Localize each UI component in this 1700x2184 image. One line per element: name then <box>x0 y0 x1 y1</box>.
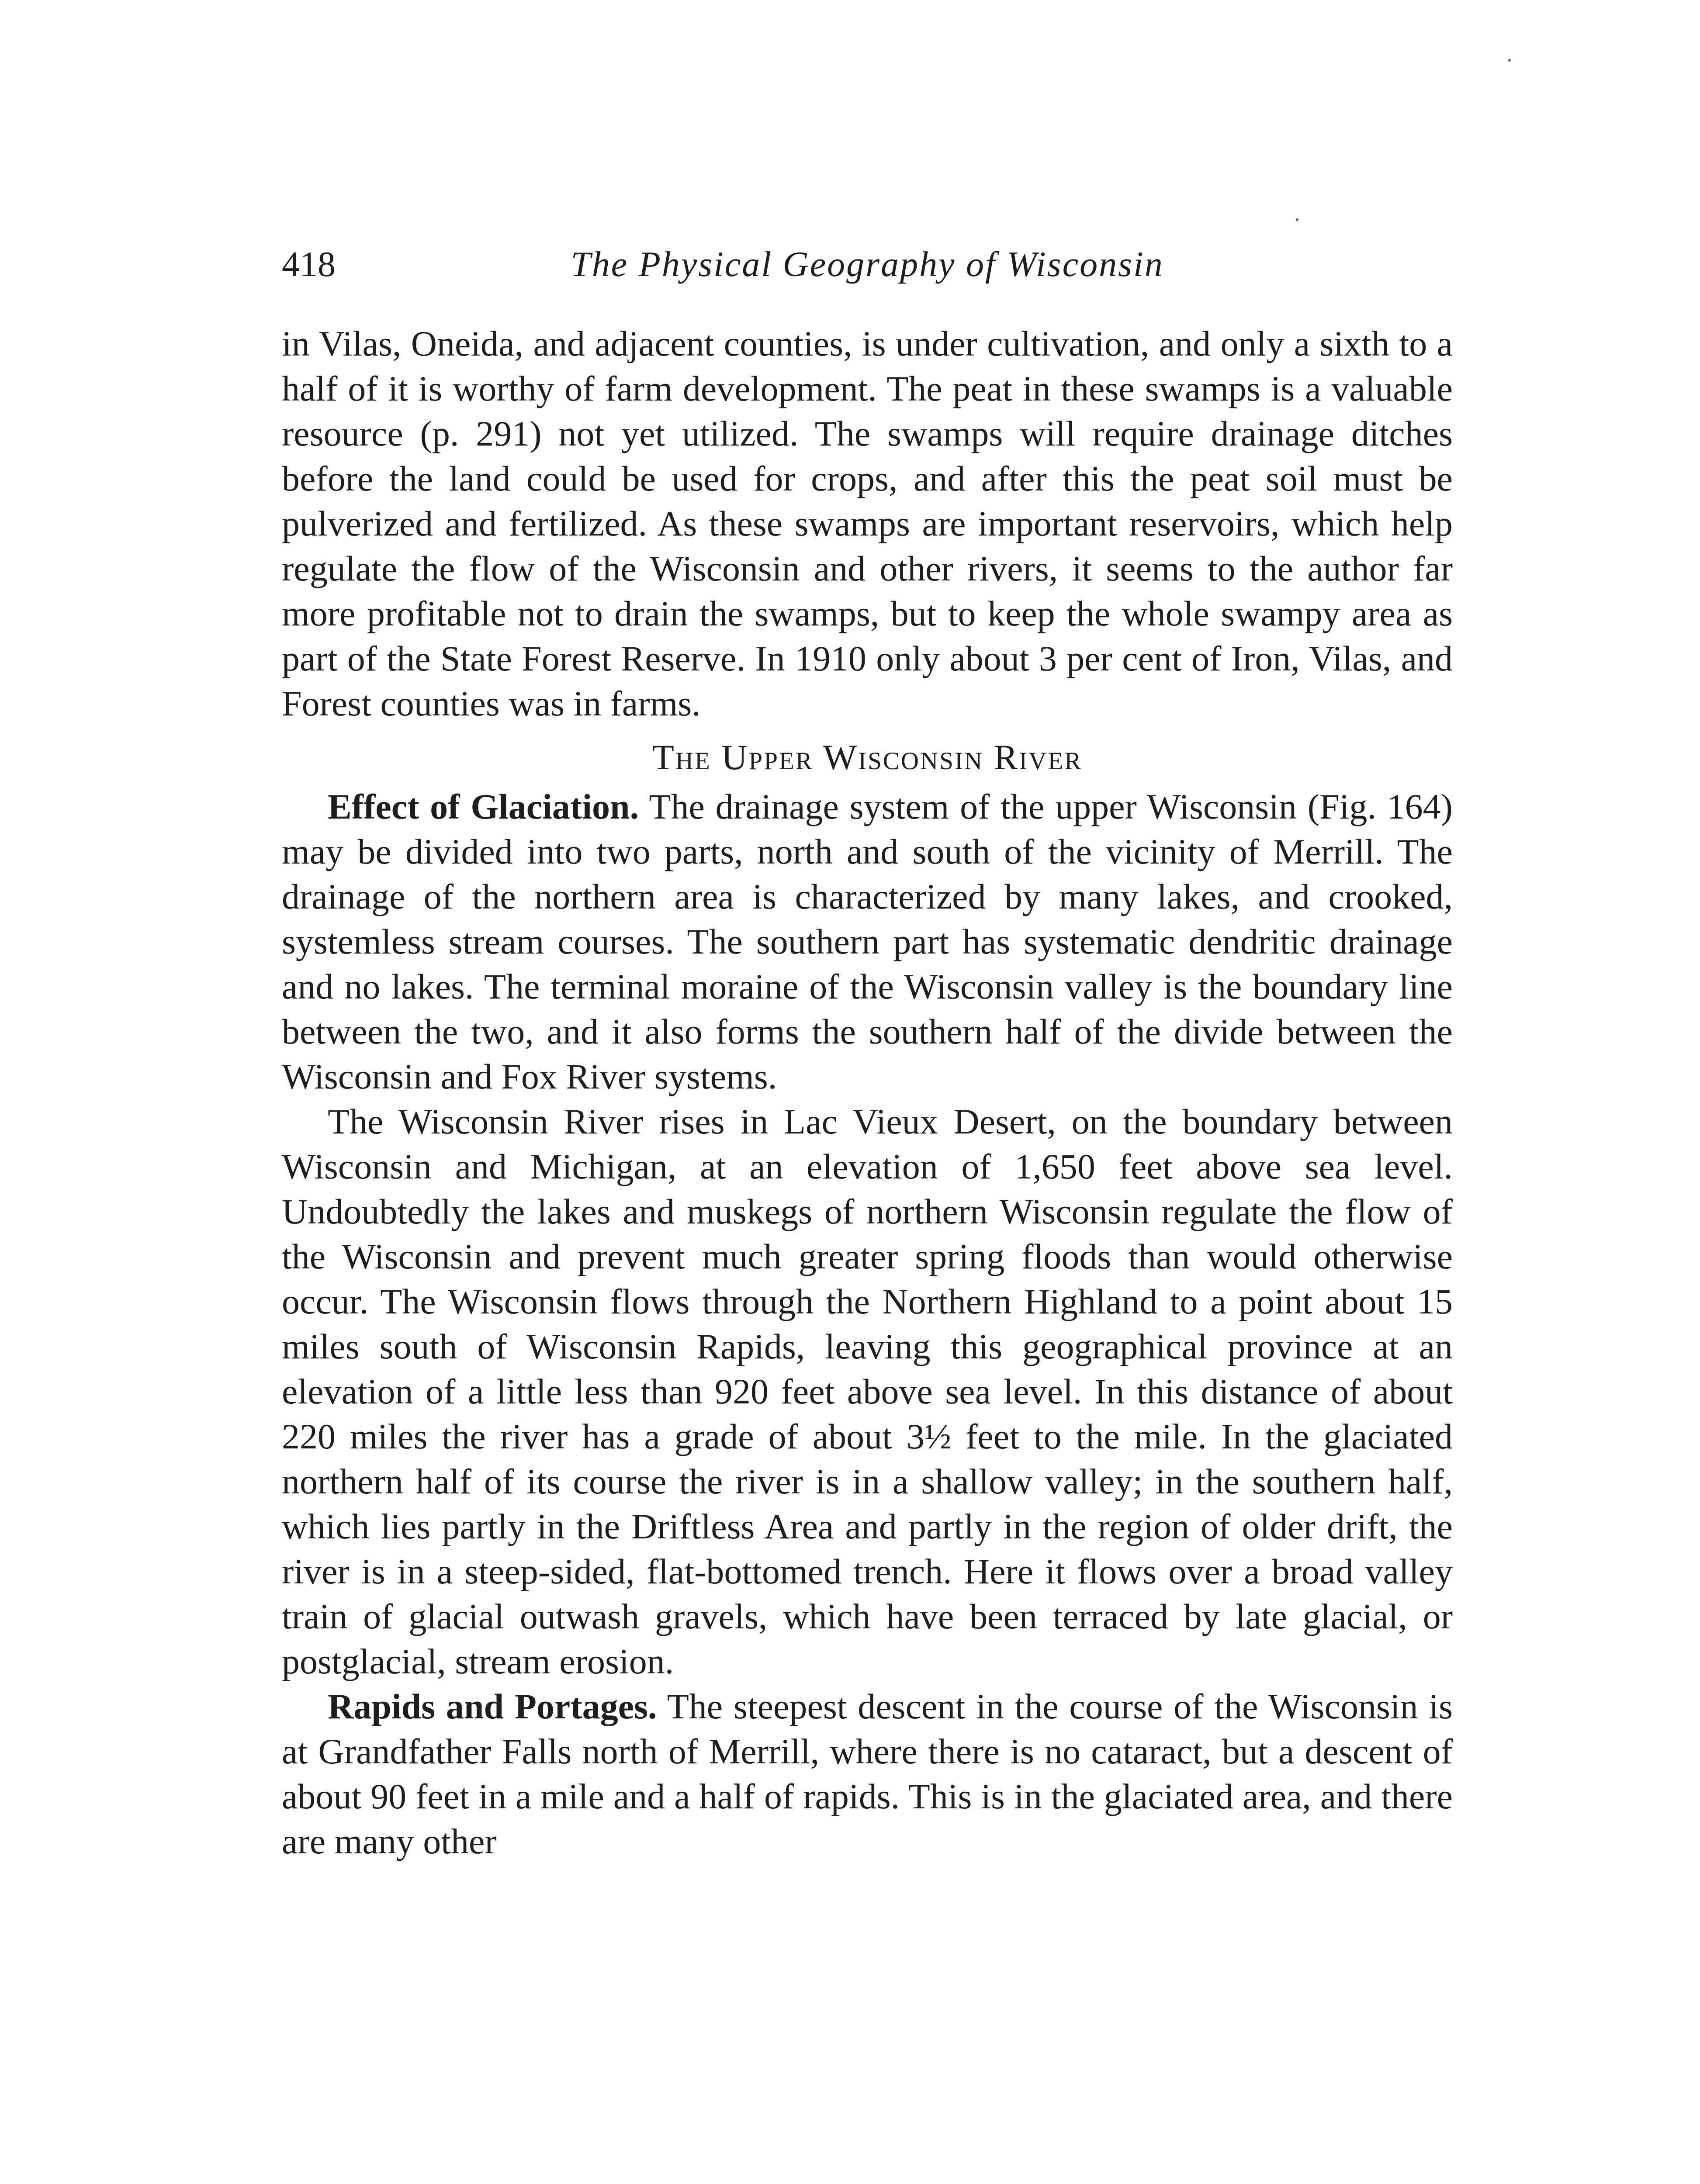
paragraph-wisconsin-river: The Wisconsin River rises in Lac Vieux Desert, on the boundary between Wisconsin and Michigan, at an elevation of 1,650 feet above sea level. Undoubtedly the lakes and muskegs of northern Wisconsin regulate the flow of the Wisconsin and prevent much greater spring floods than would otherwise occur. The Wisconsin flows through the Northern Highland to a point about 15 miles south of Wisconsin Rapids, leaving this geographical province at an elevation of a little less than 920 feet above sea level. In this distance of about 220 miles the river has a grade of about 3½ feet to the mile. In the glaciated northern half of its course the river is in a shallow valley; in the southern half, which lies partly in the Driftless Area and partly in the region of older drift, the river is in a steep-sided, flat-bottomed trench. Here it flows over a broad valley train of glacial outwash gravels, which have been terraced by late glacial, or postglacial, stream erosion. <box>282 1102 1453 1681</box>
paragraph-swamps: in Vilas, Oneida, and adjacent counties, is under cultivation, and only a sixth to a half of it is worthy of farm development. The peat in these swamps is a valuable resource (p. 291) not yet utilized. The swamps will require drainage ditches before the land could be used for crops, and after this the peat soil must be pulverized and fertilized. As these swamps are important reservoirs, which help regulate the flow of the Wisconsin and other rivers, it seems to the author far more profitable not to drain the swamps, but to keep the whole swampy area as part of the State Forest Reserve. In 1910 only about 3 per cent of Iron, Vilas, and Forest counties was in farms. <box>282 324 1453 723</box>
section-heading: The Upper Wisconsin River <box>652 737 1083 777</box>
paragraph-rapids-and-portages <box>282 1684 1453 1864</box>
page-number: 418 <box>282 244 336 284</box>
paragraph-effect-of-glaciation <box>282 784 1453 1099</box>
paper-speck <box>1296 218 1298 221</box>
page-header <box>282 238 1453 290</box>
paragraph-glaciation-text: The drainage system of the upper Wisconsin (Fig. 164) may be divided into two parts, north and south of the vicinity of Merrill. The drainage of the northern area is characterized by many lakes, and crooked, systemless stream courses. The southern part has systematic dendritic drainage and no lakes. The terminal moraine of the Wisconsin valley is the boundary line between the two, and it also forms the southern half of the divide between the Wisconsin and Fox River systems. <box>282 787 1453 1096</box>
running-title: The Physical Geography of Wisconsin <box>571 244 1164 284</box>
paper-speck <box>1508 59 1511 62</box>
paragraph-rapids-text: The steepest descent in the course of the Wisconsin is at Grandfather Falls north of Merrill, where there is no cataract, but a descent of about 90 feet in a mile and a half of rapids. This is in the glaciated area, and there are many other <box>282 1686 1453 1861</box>
paragraph-heading-rapids: Rapids and Portages. <box>328 1686 657 1726</box>
body-text <box>282 321 1453 1864</box>
paragraph-heading-glaciation: Effect of Glaciation. <box>328 787 639 826</box>
